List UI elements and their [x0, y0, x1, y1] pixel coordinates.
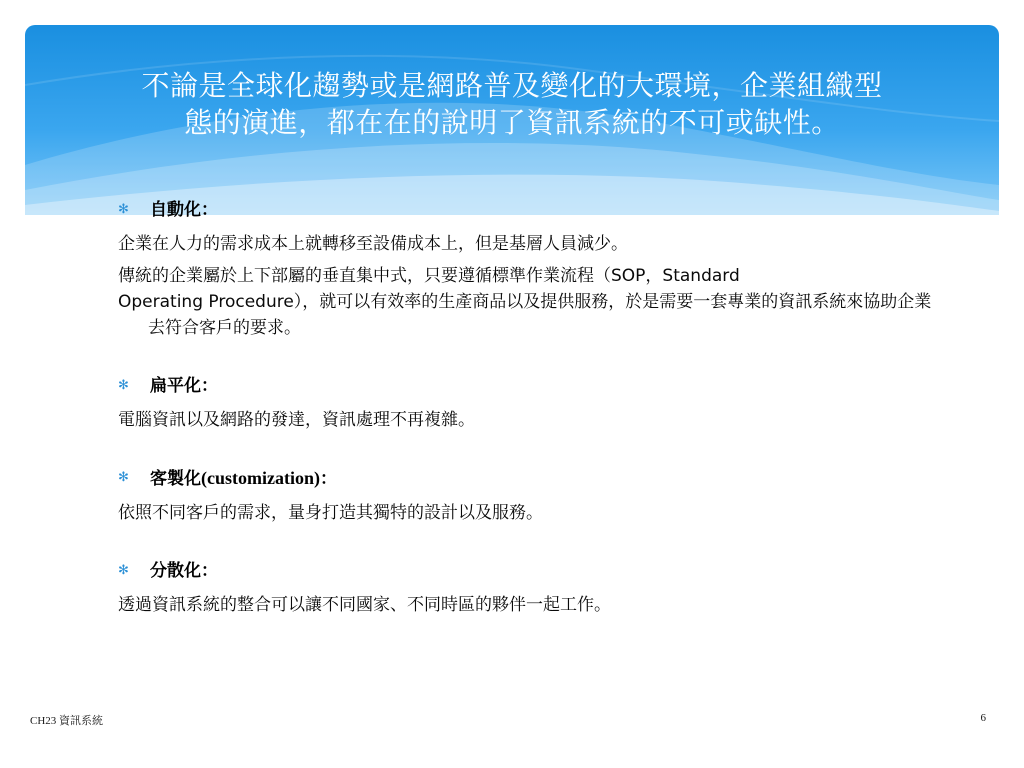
heading-text: 扁平化：	[150, 376, 218, 396]
section-heading	[118, 558, 938, 584]
asterisk-bullet-icon: ✻	[118, 202, 129, 217]
slide-title	[25, 67, 999, 141]
paragraph: Operating Procedure），就可以有效率的生產商品以及提供服務，於是需要一套專業的資訊系統來協助企業去符合客戶的要求。	[118, 292, 932, 338]
slide-body	[118, 197, 938, 650]
paragraph: 企業在人力的需求成本上就轉移至設備成本上，但是基層人員減少。	[118, 234, 628, 254]
paragraph: 依照不同客戶的需求，量身打造其獨特的設計以及服務。	[118, 503, 543, 523]
section-heading	[118, 197, 938, 223]
footer-page-number: 6	[980, 712, 986, 724]
section-decentralization	[118, 558, 938, 618]
asterisk-bullet-icon: ✻	[118, 563, 129, 578]
heading-text-prefix: 客製化	[150, 469, 201, 489]
paragraph: 傳統的企業屬於上下部屬的垂直集中式，只要遵循標準作業流程（SOP，Standard	[118, 266, 740, 286]
paragraph: 電腦資訊以及網路的發達，資訊處理不再複雜。	[118, 410, 475, 430]
title-banner	[25, 25, 999, 215]
slide-title-line-1: 不論是全球化趨勢或是網路普及變化的大環境，企業組織型	[141, 69, 883, 102]
section-automation	[118, 197, 938, 341]
heading-text: 自動化：	[150, 200, 218, 220]
section-flattening	[118, 373, 938, 433]
heading-text: 分散化：	[150, 561, 218, 581]
heading-text-suffix: ：	[319, 469, 337, 489]
section-customization	[118, 465, 938, 526]
heading-text-english: (customization)	[201, 468, 320, 488]
section-heading	[118, 373, 938, 399]
asterisk-bullet-icon: ✻	[118, 470, 129, 485]
footer-chapter-label: CH23 資訊系統	[30, 715, 104, 727]
paragraph: 透過資訊系統的整合可以讓不同國家、不同時區的夥伴一起工作。	[118, 595, 611, 615]
slide-title-line-2: 態的演進，都在在的說明了資訊系統的不可或缺性。	[184, 106, 840, 139]
section-heading	[118, 465, 938, 492]
asterisk-bullet-icon: ✻	[118, 378, 129, 393]
